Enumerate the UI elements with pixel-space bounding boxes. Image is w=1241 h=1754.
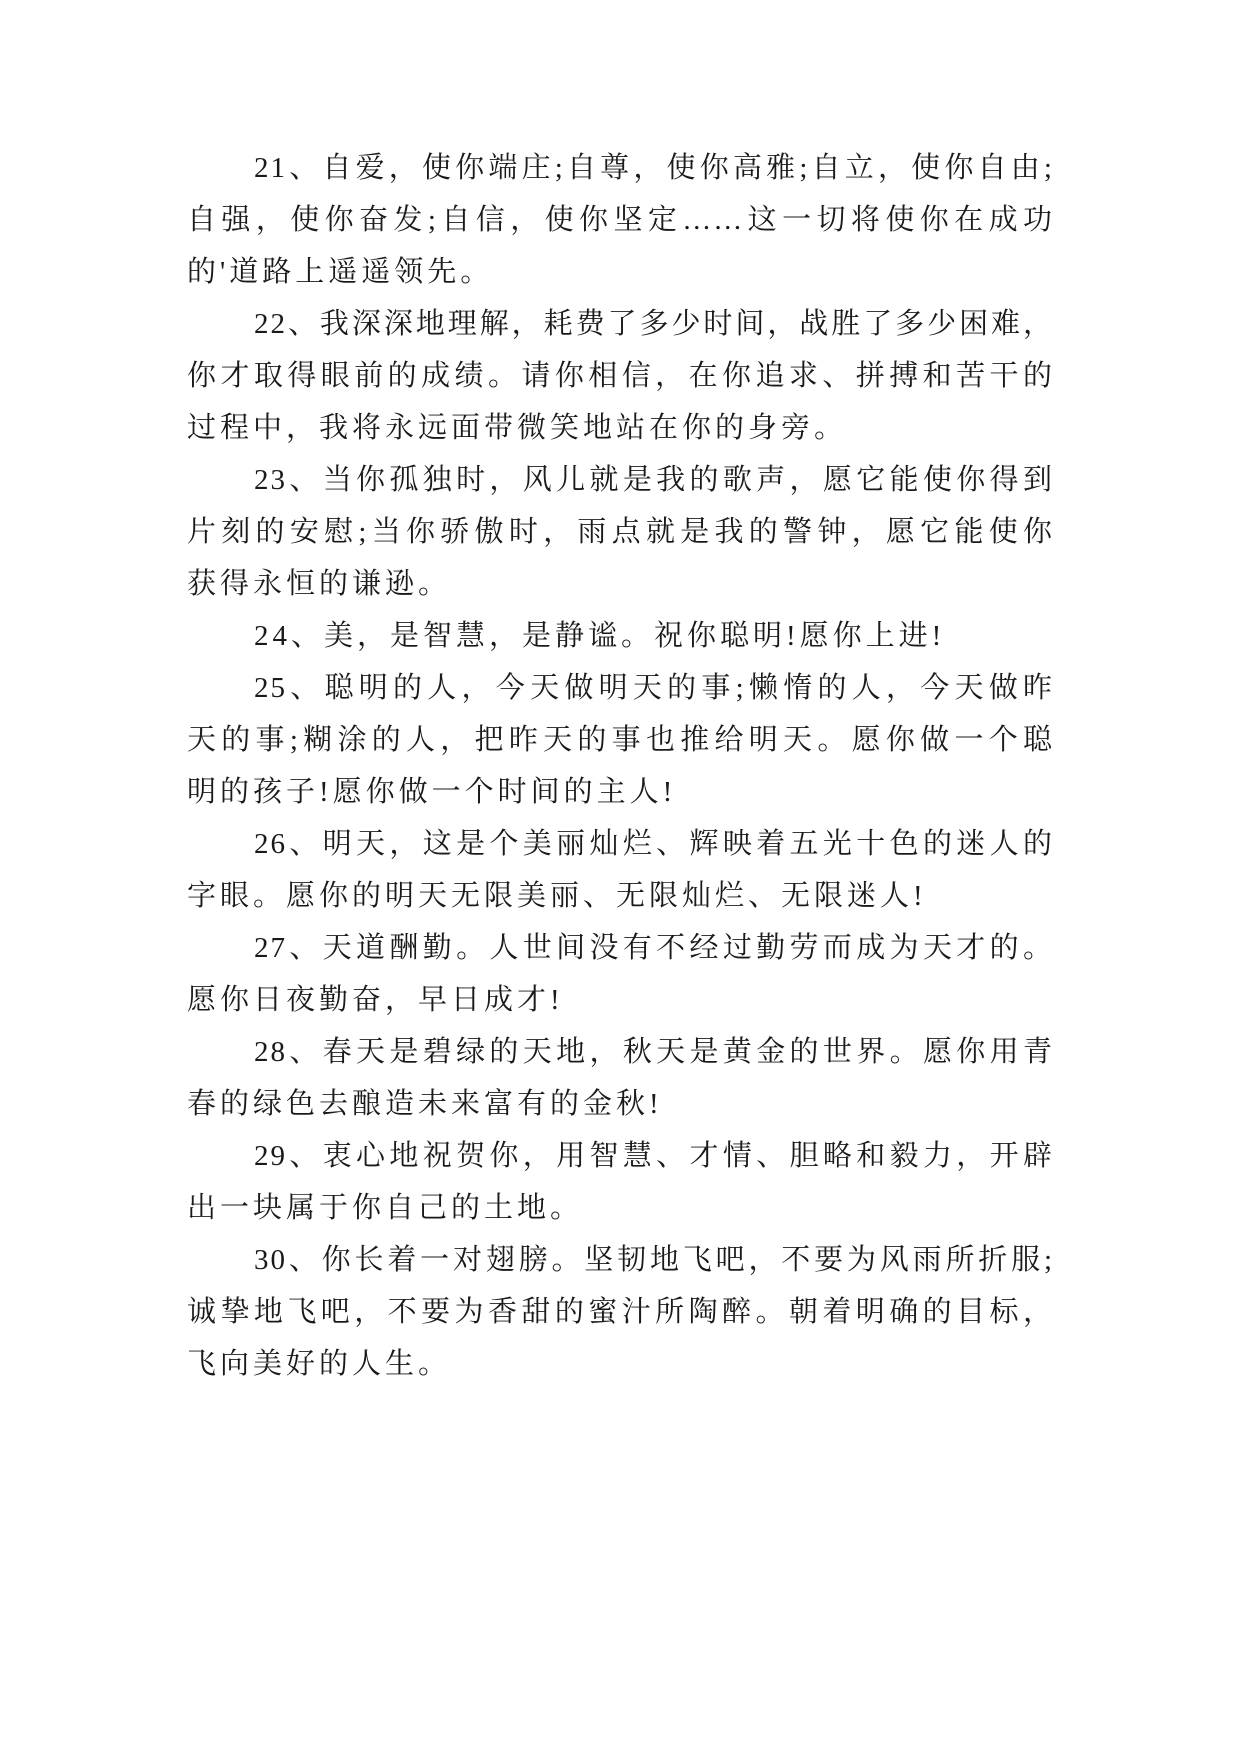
paragraph-item (187, 454, 1054, 610)
text-line: 字眼。愿你的明天无限美丽、无限灿烂、无限迷人! (187, 880, 927, 912)
text-line: 26、明天，这是个美丽灿烂、辉映着五光十色的迷人的 (254, 828, 1054, 860)
paragraph-item (187, 142, 1054, 298)
text-line: 天的事;糊涂的人，把昨天的事也推给明天。愿你做一个聪 (187, 724, 1054, 756)
text-line: 过程中，我将永远面带微笑地站在你的身旁。 (187, 412, 848, 444)
text-line: 23、当你孤独时，风儿就是我的歌声，愿它能使你得到 (254, 464, 1054, 496)
text-line: 春的绿色去酿造未来富有的金秋! (187, 1088, 663, 1120)
paragraph-item (187, 1130, 1054, 1234)
text-line: 明的孩子!愿你做一个时间的主人! (187, 776, 677, 808)
text-line: 22、我深深地理解，耗费了多少时间，战胜了多少困难， (254, 308, 1054, 340)
text-line: 出一块属于你自己的土地。 (187, 1192, 584, 1224)
text-line: 诚挚地飞吧，不要为香甜的蜜汁所陶醉。朝着明确的目标， (187, 1296, 1054, 1328)
paragraph-item (187, 298, 1054, 454)
text-line: 27、天道酬勤。人世间没有不经过勤劳而成为天才的。 (254, 932, 1054, 964)
text-line: 自强，使你奋发;自信，使你坚定……这一切将使你在成功 (187, 204, 1054, 236)
text-line: 29、衷心地祝贺你，用智慧、才情、胆略和毅力，开辟 (254, 1140, 1054, 1172)
paragraph-item (187, 922, 1054, 1026)
text-line: 获得永恒的谦逊。 (187, 568, 452, 600)
document-body (187, 142, 1054, 1390)
paragraph-item (187, 610, 1054, 662)
paragraph-item (187, 1234, 1054, 1390)
paragraph-item (187, 818, 1054, 922)
paragraph-item (187, 662, 1054, 818)
text-line: 28、春天是碧绿的天地，秋天是黄金的世界。愿你用青 (254, 1036, 1054, 1068)
text-line: 25、聪明的人，今天做明天的事;懒惰的人，今天做昨 (254, 672, 1054, 704)
text-line: 30、你长着一对翅膀。坚韧地飞吧，不要为风雨所折服; (254, 1244, 1054, 1276)
text-line: 愿你日夜勤奋，早日成才! (187, 984, 564, 1016)
paragraph-item (187, 1026, 1054, 1130)
text-line: 飞向美好的人生。 (187, 1348, 452, 1380)
text-line: 片刻的安慰;当你骄傲时，雨点就是我的警钟，愿它能使你 (187, 516, 1054, 548)
text-line: 21、自爱，使你端庄;自尊，使你高雅;自立，使你自由; (254, 152, 1054, 184)
text-line: 24、美，是智慧，是静谧。祝你聪明!愿你上进! (254, 620, 946, 652)
text-line: 你才取得眼前的成绩。请你相信，在你追求、拼搏和苦干的 (187, 360, 1054, 392)
text-line: 的'道路上遥遥领先。 (187, 256, 494, 288)
